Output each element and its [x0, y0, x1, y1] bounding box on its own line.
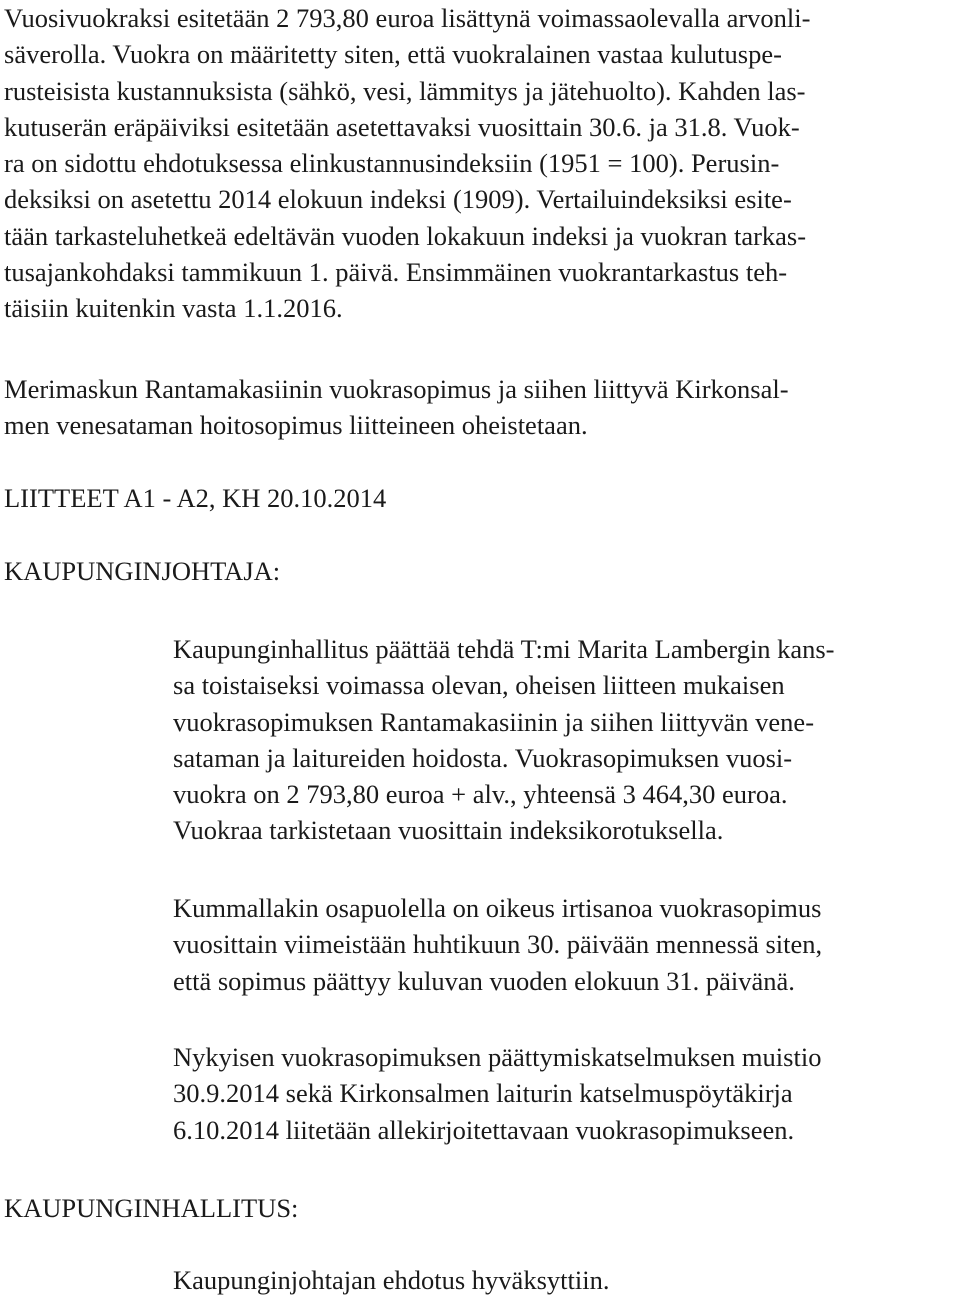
mayor-proposal-paragraph-2	[173, 890, 822, 999]
attachment-paragraph	[4, 371, 789, 444]
text-line: 6.10.2014 liitetään allekirjoitettavaan vuokrasopimukseen.	[173, 1114, 795, 1145]
text-line: täisiin kuitenkin vasta 1.1.2016.	[4, 293, 343, 324]
intro-paragraph	[4, 0, 810, 327]
city-board-heading: KAUPUNGINHALLITUS:	[4, 1193, 299, 1223]
text-line: rusteisista kustannuksista (sähkö, vesi, lämmitys ja jätehuolto). Kahden las-	[4, 75, 806, 106]
city-board-decision: Kaupunginjohtajan ehdotus hyväksyttiin.	[173, 1265, 610, 1295]
text-line: tusajankohdaksi tammikuun 1. päivä. Ensimmäinen vuokrantarkastus teh-	[4, 257, 788, 288]
mayor-proposal-paragraph-3	[173, 1039, 821, 1148]
text-line: tään tarkasteluhetkeä edeltävän vuoden lokakuun indeksi ja vuokran tarkas-	[4, 220, 807, 251]
text-line: kutuserän eräpäiviksi esitetään asetettavaksi vuosittain 30.6. ja 31.8. Vuok-	[4, 111, 800, 142]
text-line: Vuokraa tarkistetaan vuosittain indeksikorotuksella.	[173, 815, 724, 846]
text-line: Vuosivuokraksi esitetään 2 793,80 euroa lisättynä voimassaolevalla arvonli-	[4, 3, 811, 33]
text-line: Kaupunginhallitus päättää tehdä T:mi Marita Lambergin kans-	[173, 634, 835, 664]
mayor-heading: KAUPUNGINJOHTAJA:	[4, 556, 281, 586]
text-line: Nykyisen vuokrasopimuksen päättymiskatselmuksen muistio	[173, 1042, 822, 1072]
text-line: että sopimus päättyy kuluvan vuoden elokuun 31. päivänä.	[173, 965, 795, 996]
text-line: sataman ja laitureiden hoidosta. Vuokrasopimuksen vuosi-	[173, 742, 793, 773]
text-line: sa toistaiseksi voimassa olevan, oheisen liitteen mukaisen	[173, 670, 785, 701]
text-line: Kummallakin osapuolella on oikeus irtisanoa vuokrasopimus	[173, 893, 822, 923]
text-line: vuokrasopimuksen Rantamakasiinin ja siihen liittyvän vene-	[173, 706, 815, 737]
text-line: ra on sidottu ehdotuksessa elinkustannusindeksiin (1951 = 100). Perusin-	[4, 148, 780, 179]
text-line: Merimaskun Rantamakasiinin vuokrasopimus ja siihen liittyvä Kirkonsal-	[4, 374, 789, 404]
mayor-proposal-paragraph-1	[173, 631, 835, 849]
text-line: deksiksi on asetettu 2014 elokuun indeksi (1909). Vertailuindeksiksi esite-	[4, 184, 792, 215]
text-line: 30.9.2014 sekä Kirkonsalmen laiturin katselmuspöytäkirja	[173, 1078, 793, 1109]
text-line: vuokra on 2 793,80 euroa + alv., yhteensä 3 464,30 euroa.	[173, 779, 788, 810]
text-line: säverolla. Vuokra on määritetty siten, että vuokralainen vastaa kulutuspe-	[4, 39, 782, 70]
text-line: men venesataman hoitosopimus liitteineen oheistetaan.	[4, 410, 588, 441]
text-line: vuosittain viimeistään huhtikuun 30. päivään mennessä siten,	[173, 929, 823, 960]
attachments-reference: LIITTEET A1 - A2, KH 20.10.2014	[4, 483, 387, 513]
